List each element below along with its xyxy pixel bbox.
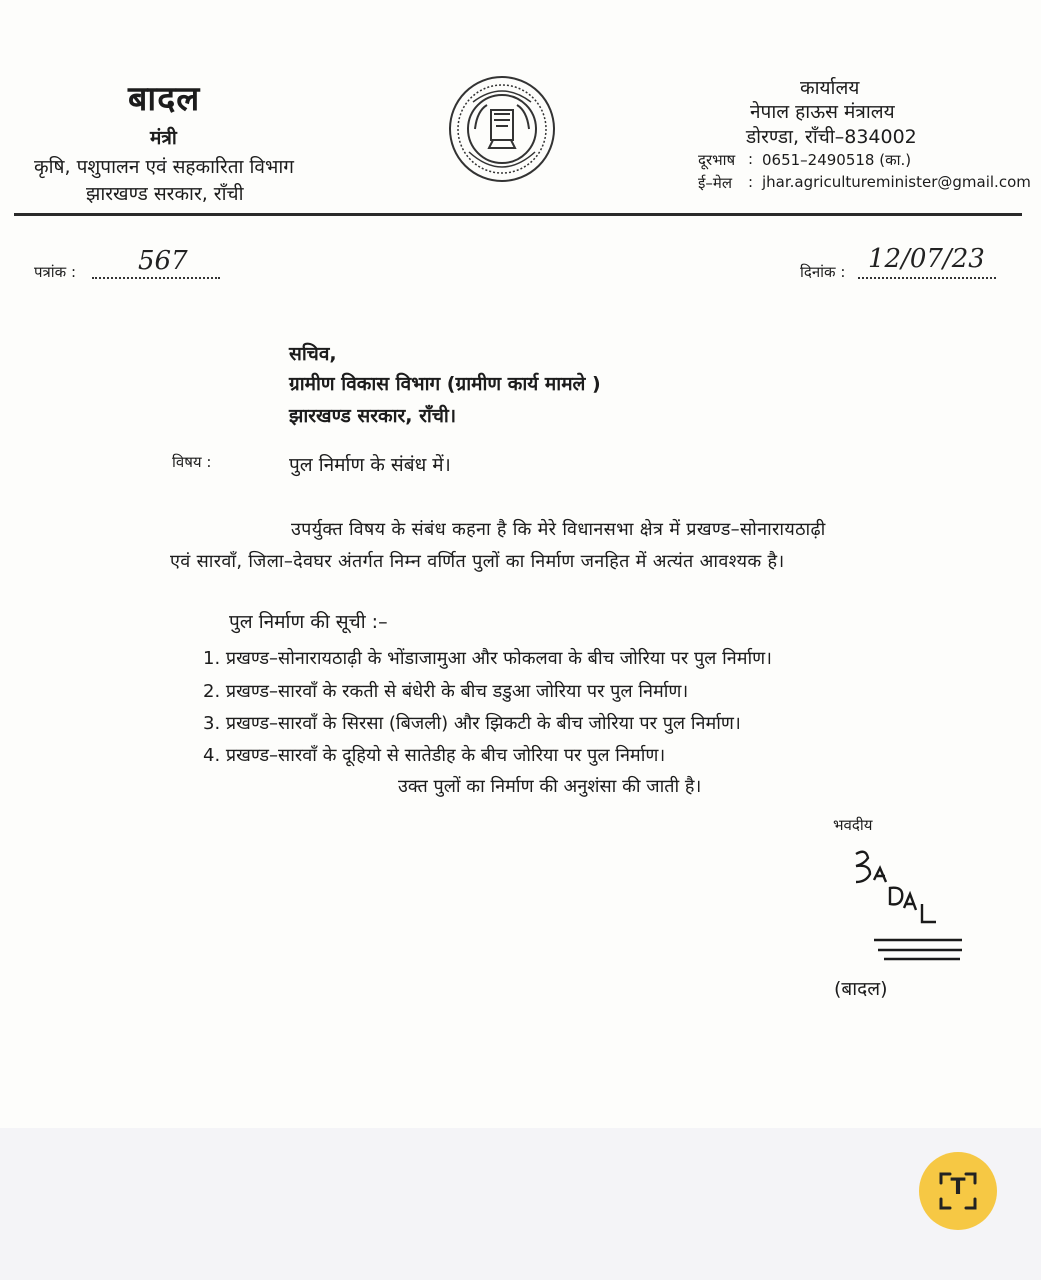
phone-label: दूरभाष (698, 151, 736, 169)
recipient-government: झारखण्ड सरकार, राँची। (289, 405, 457, 427)
phone-colon: : (748, 150, 754, 168)
minister-designation: मंत्री (150, 127, 177, 149)
bottom-bar (0, 1128, 1041, 1280)
recipient-department: ग्रामीण विकास विभाग (ग्रामीण कार्य मामले ) (289, 373, 601, 395)
email-value: jhar.agricultureminister@gmail.com (762, 173, 1031, 191)
department-name: कृषि, पशुपालन एवं सहकारिता विभाग (34, 156, 294, 178)
list-item: 3. प्रखण्ड–सारवाँ के सिरसा (बिजली) और झिकटी के बीच जोरिया पर पुल निर्माण। (203, 713, 741, 734)
list-item: 1. प्रखण्ड–सोनारायठाढ़ी के भोंडाजामुआ और फोकलवा के बीच जोरिया पर पुल निर्माण। (203, 648, 773, 669)
office-title: कार्यालय (800, 77, 860, 99)
office-address: डोरण्डा, राँची–834002 (746, 126, 917, 148)
date-line (858, 277, 996, 279)
government-seal (447, 74, 557, 184)
letter-number-value: 567 (138, 246, 188, 276)
date-label: दिनांक : (800, 263, 846, 281)
minister-name: बादल (128, 79, 201, 119)
office-building: नेपाल हाऊस मंत्रालय (750, 101, 895, 123)
body-paragraph-line-2: एवं सारवाँ, जिला–देवघर अंतर्गत निम्न वर्णित पुलों का निर्माण जनहित में अत्यंत आवश्यक है। (170, 551, 785, 572)
text-scan-letter: T (950, 1175, 966, 1200)
valediction: भवदीय (833, 816, 873, 834)
list-item: 2. प्रखण्ड–सारवाँ के रकती से बंधेरी के बीच डडुआ जोरिया पर पुल निर्माण। (203, 681, 689, 702)
letter-number-line (92, 277, 220, 279)
handwritten-signature (844, 846, 966, 964)
closing-line: उक्त पुलों का निर्माण की अनुशंसा की जाती है। (398, 776, 702, 797)
letter-number-label: पत्रांक : (34, 263, 77, 281)
header-divider (14, 213, 1022, 216)
email-colon: : (748, 173, 754, 191)
date-value: 12/07/23 (868, 244, 985, 274)
phone-value: 0651–2490518 (का.) (762, 151, 912, 169)
signatory-name: (बादल) (834, 978, 888, 1000)
text-scan-icon (938, 1171, 978, 1211)
subject-text: पुल निर्माण के संबंध में। (289, 454, 451, 476)
government-name: झारखण्ड सरकार, राँची (86, 183, 244, 205)
seal-emblem-icon (447, 74, 557, 184)
list-item: 4. प्रखण्ड–सारवाँ के दूहियो से सातेडीह के बीच जोरिया पर पुल निर्माण। (203, 745, 666, 766)
body-paragraph-line-1: उपर्युक्त विषय के संबंध कहना है कि मेरे विधानसभा क्षेत्र में प्रखण्ड–सोनारायठाढ़ी (291, 519, 826, 540)
list-title: पुल निर्माण की सूची :– (229, 611, 388, 633)
recipient-title: सचिव, (289, 343, 337, 365)
email-label: ई–मेल (698, 174, 733, 192)
text-recognition-button[interactable] (919, 1152, 997, 1230)
subject-label: विषय : (172, 453, 212, 471)
